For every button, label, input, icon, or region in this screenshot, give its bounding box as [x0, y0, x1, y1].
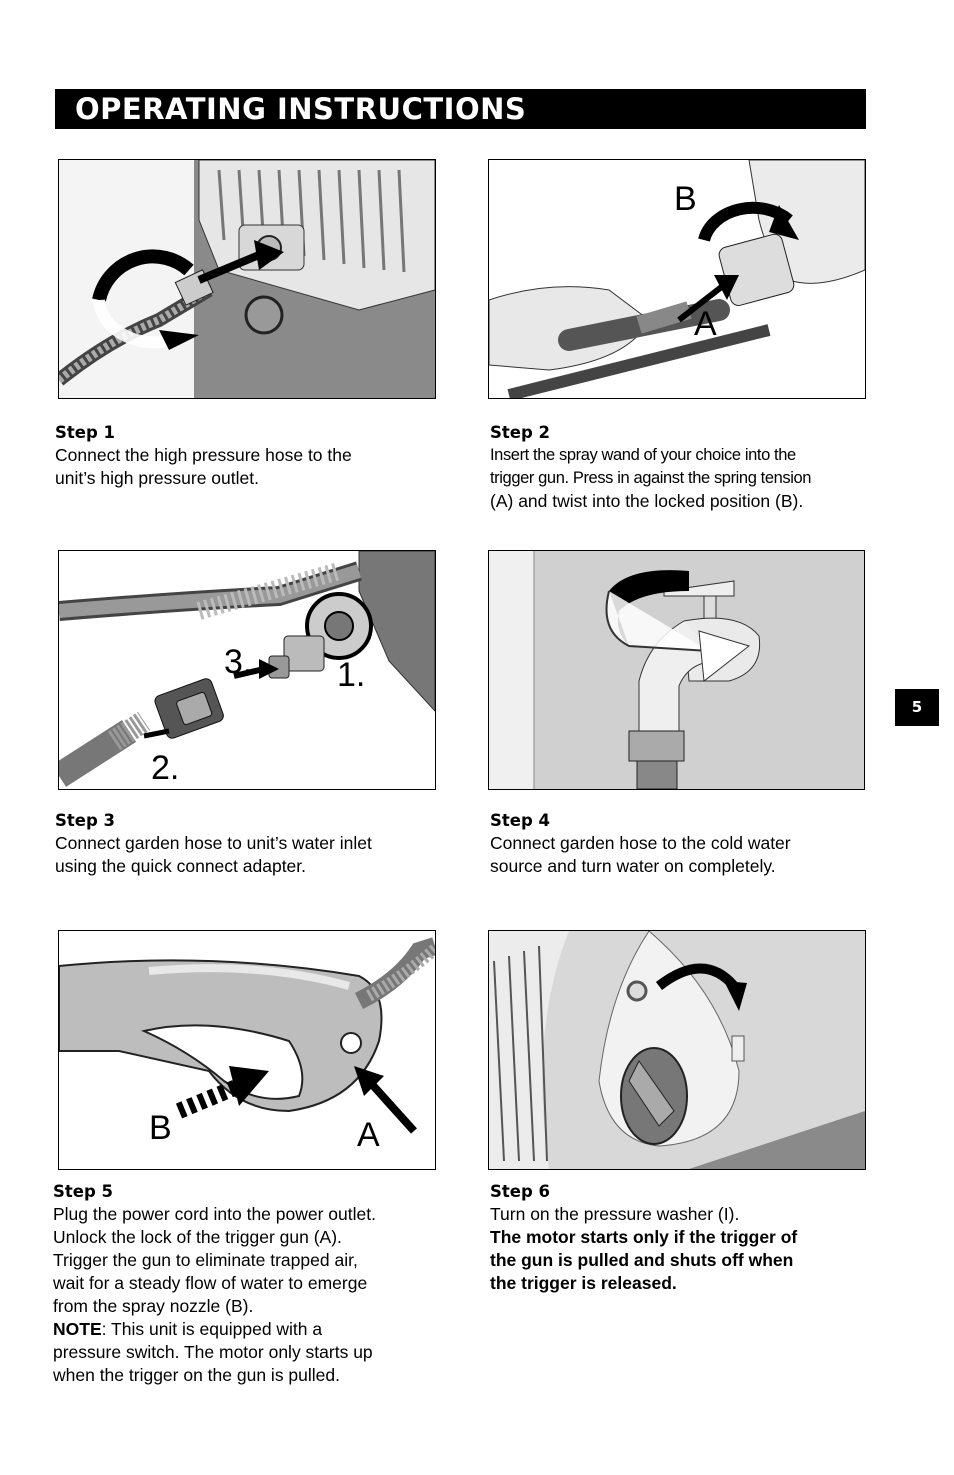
section-header — [55, 89, 866, 129]
step-5-note-line-3: when the trigger on the gun is pulled. — [53, 1365, 340, 1385]
step-1-line-2: unit’s high pressure outlet. — [55, 468, 259, 488]
step-4-line-1: Connect garden hose to the cold water — [490, 833, 791, 853]
step-5-note — [53, 1318, 463, 1341]
step-6-title: Step 6 — [490, 1182, 550, 1201]
step-2-line-3: (A) and twist into the locked position (B). — [490, 491, 804, 511]
note-text: : This unit is equipped with a — [101, 1319, 323, 1339]
step-5-line-4: wait for a steady flow of water to emerge — [53, 1273, 368, 1293]
step-6-text — [490, 1180, 870, 1295]
note-label: NOTE — [53, 1319, 102, 1339]
step-4-line-2: source and turn water on completely. — [490, 856, 776, 876]
step-2-line-2: trigger gun. Press in against the spring tension — [490, 469, 812, 487]
step-3-title: Step 3 — [55, 811, 115, 830]
step-1-line-1: Connect the high pressure hose to the — [55, 445, 352, 465]
step-2-illustration — [488, 159, 866, 399]
step-1-title: Step 1 — [55, 423, 115, 442]
step-5-line-5: from the spray nozzle (B). — [53, 1296, 254, 1316]
step-4-illustration — [488, 550, 865, 790]
fig5-label-b: B — [149, 1109, 172, 1147]
step-2-title: Step 2 — [490, 423, 550, 442]
fig2-label-a: A — [694, 305, 717, 343]
step-3-illustration — [58, 550, 436, 790]
step-5-text — [53, 1180, 463, 1387]
page-number-tab: 5 — [895, 689, 939, 726]
step-3-line-1: Connect garden hose to unit’s water inlet — [55, 833, 372, 853]
fig5-label-a: A — [357, 1116, 380, 1154]
step-5-note-line-2: pressure switch. The motor only starts up — [53, 1342, 373, 1362]
step-5-line-2: Unlock the lock of the trigger gun (A). — [53, 1227, 342, 1247]
step-5-line-3: Trigger the gun to eliminate trapped air, — [53, 1250, 358, 1270]
step-5-illustration — [58, 930, 436, 1170]
step-6-bold-line-3: the trigger is released. — [490, 1273, 677, 1293]
step-6-bold-line-2: the gun is pulled and shuts off when — [490, 1250, 794, 1270]
step-6-bold-line-1: The motor starts only if the trigger of — [490, 1227, 798, 1247]
step-5-title: Step 5 — [53, 1182, 113, 1201]
step-2-line-1: Insert the spray wand of your choice into the — [490, 446, 796, 464]
step-3-line-2: using the quick connect adapter. — [55, 856, 307, 876]
step-4-text — [490, 809, 870, 878]
step-1-text — [55, 421, 465, 490]
section-title: OPERATING INSTRUCTIONS — [75, 92, 527, 126]
step-2-text — [490, 421, 870, 513]
step-3-text — [55, 809, 465, 878]
step-5-line-1: Plug the power cord into the power outlet. — [53, 1204, 376, 1224]
step-4-title: Step 4 — [490, 811, 550, 830]
fig3-label-1: 1. — [337, 656, 366, 694]
step-1-illustration — [58, 159, 436, 399]
fig3-label-2: 2. — [151, 749, 180, 787]
step-6-illustration — [488, 930, 866, 1170]
step-6-line-1: Turn on the pressure washer (I). — [490, 1204, 740, 1224]
fig2-label-b: B — [674, 180, 697, 218]
fig3-label-3: 3. — [224, 643, 253, 681]
